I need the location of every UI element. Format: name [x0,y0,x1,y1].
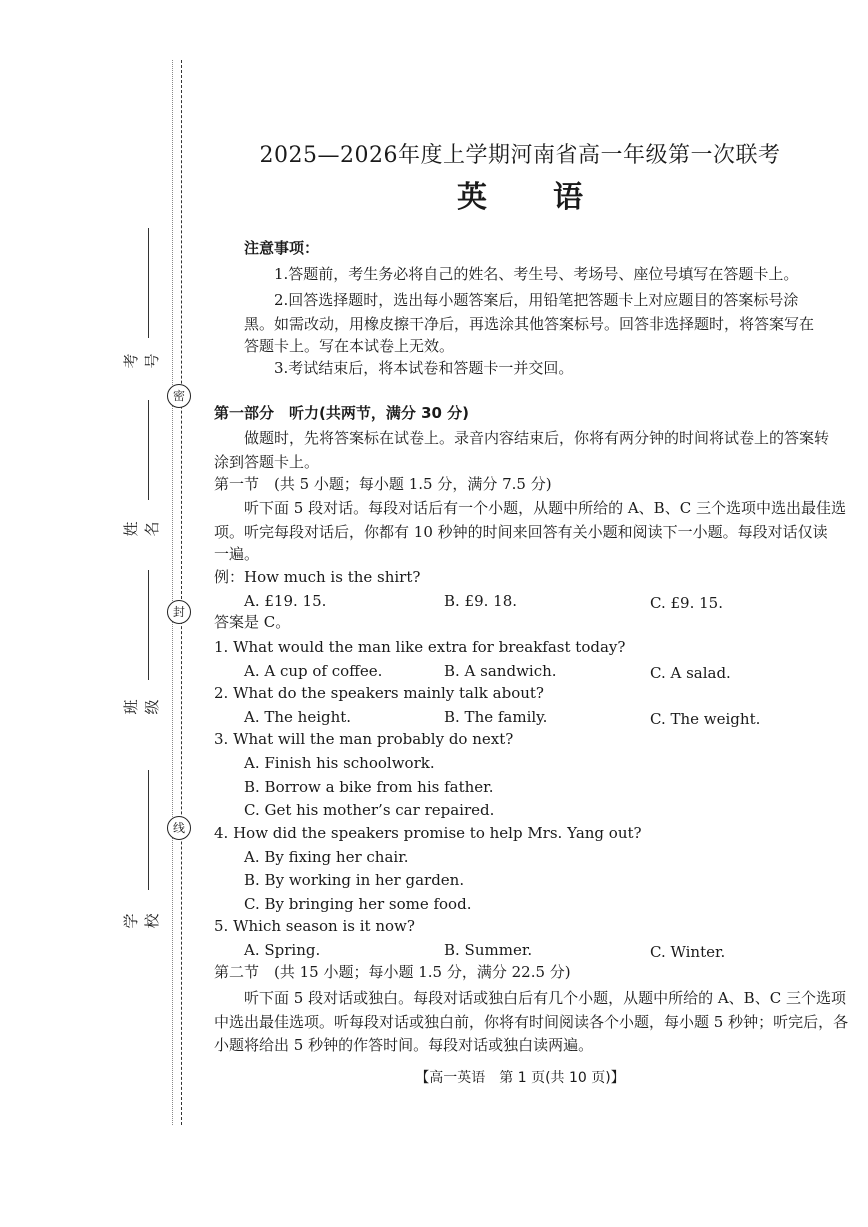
subject-title: 英语 [457,180,649,215]
notice-line-1: 1.答题前，考生务必将自己的姓名、考生号、考场号、座位号填写在答题卡上。 [274,265,799,283]
seal-xian: 线 [167,816,191,840]
q4-option-b: B. By working in her garden. [244,871,465,889]
section1-instr-1: 听下面 5 段对话。每段对话后有一个小题，从题中所给的 A、B、C 三个选项中选出最佳选 [244,499,846,517]
part1-intro-1: 做题时，先将答案标在试卷上。录音内容结束后，你将有两分钟的时间将试卷上的答案转 [244,429,830,447]
binding-dashed-line [181,60,182,1125]
example-answer: 答案是 C。 [214,613,291,631]
section2-instr-2: 中选出最佳选项。听每段对话或独白前，你将有时间阅读各个小题，每小题 5 秒钟；听完后，各 [214,1013,849,1031]
part1-heading: 第一部分 听力(共两节，满分 30 分) [214,404,470,422]
page-footer: 【高一英语 第 1 页(共 10 页)】 [415,1070,625,1086]
q5-option-a: A. Spring. [244,941,321,959]
binding-label-xingming: 姓名 [122,521,161,537]
q2-option-b: B. The family. [444,708,548,726]
q4-option-c: C. By bringing her some food. [244,895,472,913]
q3-option-a: A. Finish his schoolwork. [244,754,435,772]
notice-line-2: 2.回答选择题时，选出每小题答案后，用铅笔把答题卡上对应题目的答案标号涂 [274,291,799,309]
section1-instr-2: 项。听完每段对话后，你都有 10 秒钟的时间来回答有关小题和阅读下一小题。每段对话仅读 [214,523,828,541]
binding-label-xuexiao: 学校 [122,913,161,929]
q2-option-c: C. The weight. [650,710,761,728]
binding-underline-xuexiao [148,770,149,890]
q5-option-b: B. Summer. [444,941,533,959]
q3-option-b: B. Borrow a bike from his father. [244,778,494,796]
binding-label-banji: 班级 [122,699,161,715]
notice-line-3: 黑。如需改动，用橡皮擦干净后，再选涂其他答案标号。回答非选择题时，将答案写在 [244,315,815,333]
section1-instr-3: 一遍。 [214,545,260,563]
exam-title: 2025—2026年度上学期河南省高一年级第一次联考 [259,143,781,168]
example-question: 例：How much is the shirt? [214,568,421,586]
section2-heading: 第二节 (共 15 小题；每小题 1.5 分，满分 22.5 分) [214,963,571,981]
question-2: 2. What do the speakers mainly talk about? [214,684,544,702]
notice-line-4: 答题卡上。写在本试卷上无效。 [244,337,455,355]
notice-line-5: 3.考试结束后，将本试卷和答题卡一并交回。 [274,359,574,377]
example-option-a: A. £19. 15. [244,592,327,610]
question-5: 5. Which season is it now? [214,917,415,935]
q5-option-c: C. Winter. [650,943,726,961]
question-1: 1. What would the man like extra for breakfast today? [214,638,626,656]
example-option-c: C. £9. 15. [650,594,723,612]
seal-feng: 封 [167,600,191,624]
notice-heading: 注意事项： [244,239,320,257]
question-4: 4. How did the speakers promise to help Mrs. Yang out? [214,824,642,842]
binding-underline-xingming [148,400,149,500]
seal-mi: 密 [167,384,191,408]
section2-instr-3: 小题将给出 5 秒钟的作答时间。每段对话或独白读两遍。 [214,1036,594,1054]
section1-heading: 第一节 (共 5 小题；每小题 1.5 分，满分 7.5 分) [214,475,552,493]
example-option-b: B. £9. 18. [444,592,518,610]
q3-option-c: C. Get his mother’s car repaired. [244,801,495,819]
binding-underline-kaohao [148,228,149,338]
section2-instr-1: 听下面 5 段对话或独白。每段对话或独白后有几个小题，从题中所给的 A、B、C 三个选项 [244,989,846,1007]
q2-option-a: A. The height. [244,708,352,726]
part1-intro-2: 涂到答题卡上。 [214,453,320,471]
q1-option-c: C. A salad. [650,664,731,682]
binding-label-kaohao: 考号 [122,353,161,369]
q4-option-a: A. By fixing her chair. [244,848,409,866]
q1-option-a: A. A cup of coffee. [244,662,383,680]
binding-dotted-line [172,60,173,1125]
q1-option-b: B. A sandwich. [444,662,557,680]
question-3: 3. What will the man probably do next? [214,730,514,748]
binding-underline-banji [148,570,149,680]
